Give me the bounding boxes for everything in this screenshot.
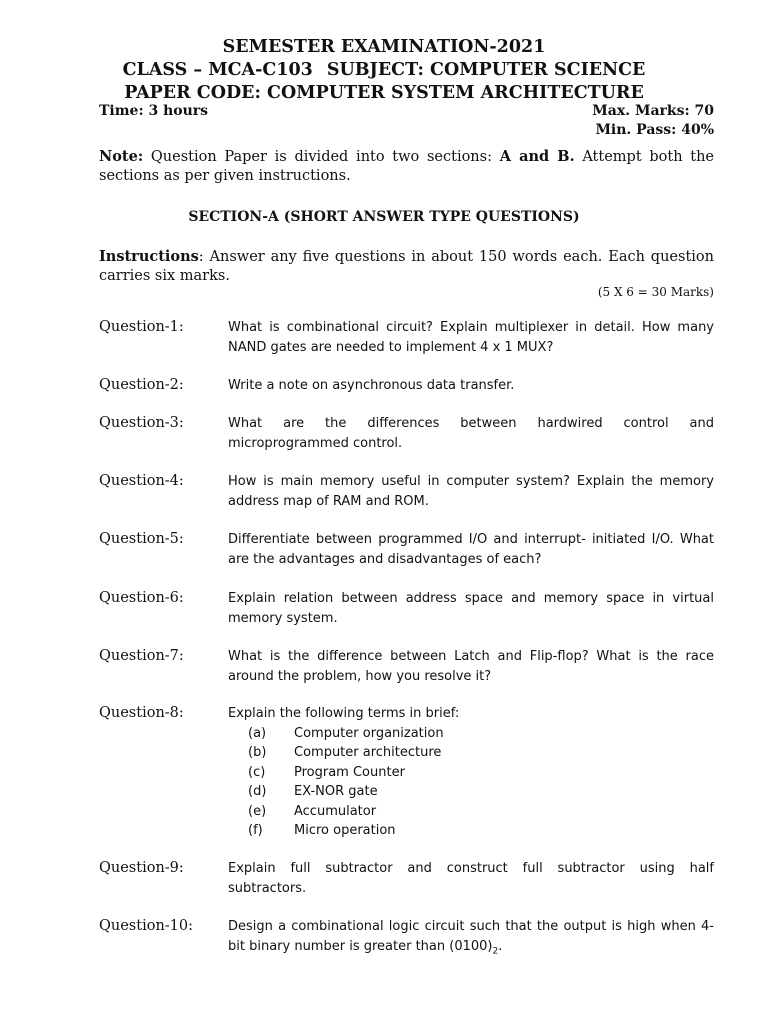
question-label: Question-7: <box>99 648 184 664</box>
class-code: CLASS – MCA-C103 <box>122 60 313 80</box>
question-text: Explain relation between address space and memory space in virtual memory system. <box>228 591 714 626</box>
list-item-text: EX-NOR gate <box>294 784 378 799</box>
note-sections: A and B. <box>499 148 575 165</box>
question-label: Question-8: <box>99 705 184 721</box>
question-label: Question-3: <box>99 415 184 431</box>
question-text: Differentiate between programmed I/O and interrupt- initiated I/O. What are the advantages and disadvantages of each? <box>228 532 714 567</box>
question-text: What is the difference between Latch and Flip-flop? What is the race around the problem, how you resolve it? <box>228 649 714 684</box>
question-text-line-2: subtractors. <box>228 880 307 896</box>
subject-name: SUBJECT: COMPUTER SCIENCE <box>326 60 646 80</box>
list-item-text: Computer organization <box>294 725 444 741</box>
question-label: Question-9: <box>99 860 184 876</box>
question-text-line-2: microprogrammed control. <box>228 435 403 451</box>
list-item-marker: (e) <box>248 803 267 819</box>
list-item-text: Program Counter <box>294 764 405 780</box>
question-label: Question-1: <box>99 319 184 335</box>
list-item-marker: (c) <box>248 764 266 780</box>
question-text: What is combinational circuit? Explain multiplexer in detail. How many NAND gates are needed to implement 4 x 1 MUX? <box>228 320 714 355</box>
question-text-suffix: . <box>498 938 503 954</box>
instructions-text: : Answer any five questions in about 150 words each. Each question carries six marks. <box>99 249 714 284</box>
list-item-marker: (d) <box>248 784 267 799</box>
question-label: Question-2: <box>99 377 184 393</box>
instructions-paragraph <box>99 247 714 286</box>
question-label: Question-5: <box>99 531 184 547</box>
question-text-main: Design a combinational logic circuit such that the output is high when 4-bit binary number is greater than (0100) <box>228 919 714 954</box>
exam-title-text: SEMESTER EXAMINATION-2021 <box>222 37 546 57</box>
max-marks: Max. Marks: 70 <box>592 103 714 119</box>
question-text-line-1: What are the differences between hardwired control and <box>228 416 714 431</box>
question-text-line-1: Explain full subtractor and construct full subtractor using half <box>228 861 714 876</box>
class-subject-line <box>0 58 768 82</box>
question-text: How is main memory useful in computer system? Explain the memory address map of RAM and ROM. <box>228 474 714 509</box>
paper-code-text: PAPER CODE: COMPUTER SYSTEM ARCHITECTURE <box>124 83 644 103</box>
paper-code <box>0 81 768 105</box>
instructions-label: Instructions <box>99 248 199 265</box>
list-item-text: Micro operation <box>294 823 396 838</box>
question-text <box>228 917 714 962</box>
note-paragraph <box>99 147 714 186</box>
marks-note: (5 X 6 = 30 Marks) <box>597 285 714 299</box>
note-text-1: Question Paper is divided into two sections: <box>143 149 500 165</box>
question-label: Question-4: <box>99 473 184 489</box>
list-item-marker: (f) <box>248 823 263 838</box>
question-text: Explain the following terms in brief: <box>228 706 460 721</box>
time-allowed: Time: 3 hours <box>99 103 209 119</box>
note-text-2: Attempt both the sections as per given instructions. <box>99 149 714 184</box>
binary-subscript: 2 <box>492 946 499 957</box>
question-label: Question-10: <box>99 918 194 934</box>
list-item-marker: (b) <box>248 745 267 760</box>
list-item-text: Accumulator <box>294 803 377 819</box>
list-item-marker: (a) <box>248 725 267 741</box>
min-pass: Min. Pass: 40% <box>595 122 714 138</box>
list-item-text: Computer architecture <box>294 745 442 760</box>
section-a-title: SECTION-A (SHORT ANSWER TYPE QUESTIONS) <box>188 209 580 225</box>
question-label: Question-6: <box>99 590 184 606</box>
exam-title <box>0 35 768 59</box>
question-text: Write a note on asynchronous data transfer. <box>228 378 515 393</box>
note-label: Note: <box>99 148 144 165</box>
